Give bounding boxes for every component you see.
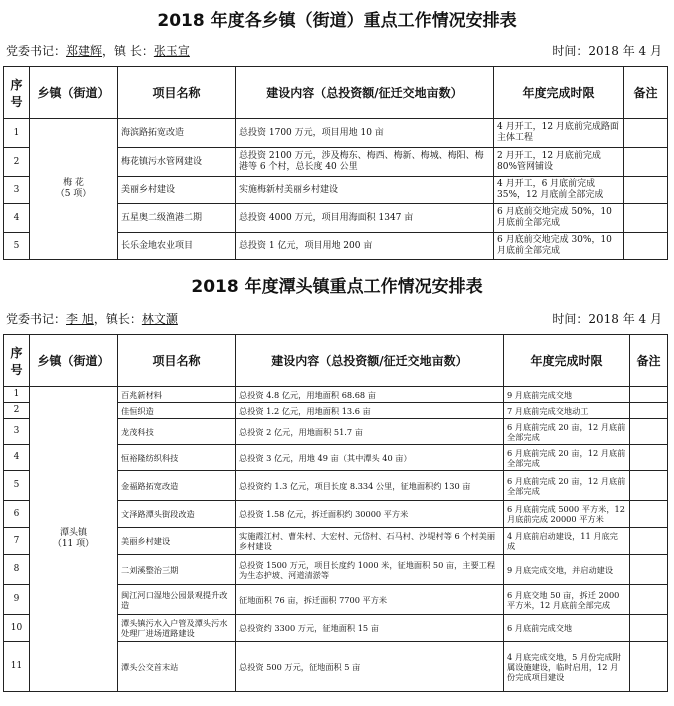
row-number: 2 [4, 148, 30, 177]
completion-deadline: 6 月底交地 50 亩，拆迁 2000 平方米，12 月底前全部完成 [504, 585, 630, 615]
project-name: 龙茂科技 [118, 419, 236, 445]
header-town: 乡镇（街道） [30, 335, 118, 387]
secretary-name: 郑建辉 [66, 44, 103, 58]
table2 [3, 334, 668, 692]
completion-deadline: 6 月底前完成 5000 平方米，12 月底前完成 20000 平方米 [504, 501, 630, 528]
remarks-cell [630, 471, 668, 501]
row-number: 1 [4, 387, 30, 403]
row-number: 1 [4, 119, 30, 148]
row-number: 3 [4, 419, 30, 445]
header-deadline: 年度完成时限 [504, 335, 630, 387]
table1 [3, 66, 668, 260]
row-number: 5 [4, 233, 30, 260]
completion-deadline: 6 月底前交地完成 50%，10 月底前全部完成 [494, 204, 624, 233]
header-number: 序号 [4, 335, 30, 387]
secretary-label: 党委书记： [6, 44, 67, 58]
remarks-cell [630, 501, 668, 528]
header-remarks: 备注 [630, 335, 668, 387]
project-name: 梅花镇污水管网建设 [118, 148, 236, 177]
completion-deadline: 4 月底前启动建设，11 月底完成 [504, 528, 630, 555]
project-name: 海滨路拓宽改造 [118, 119, 236, 148]
remarks-cell [630, 585, 668, 615]
row-number: 5 [4, 471, 30, 501]
construction-content: 征地面积 76 亩，拆迁面积 7700 平方米 [236, 585, 504, 615]
header-deadline: 年度完成时限 [494, 67, 624, 119]
mayor-name: 林文灏 [141, 312, 178, 326]
project-name: 潭头镇污水入户管及潭头污水处理厂进场道路建设 [118, 615, 236, 642]
completion-deadline: 6 月底前交地完成 30%，10 月底前全部完成 [494, 233, 624, 260]
project-name: 恒裕隆纺织科技 [118, 445, 236, 471]
construction-content: 总投资 1.58 亿元，拆迁面积约 30000 平方米 [236, 501, 504, 528]
table1-title: 2018 年度各乡镇（街道）重点工作情况安排表 [157, 11, 517, 31]
remarks-cell [624, 119, 668, 148]
remarks-cell [624, 177, 668, 204]
construction-content: 实施霞江村、曹朱村、大宏村、元岱村、石马村、沙堤村等 6 个村美丽乡村建设 [236, 528, 504, 555]
construction-content: 总投资 1700 万元，项目用地 10 亩 [236, 119, 494, 148]
header-town: 乡镇（街道） [30, 67, 118, 119]
row-number: 2 [4, 403, 30, 419]
row-number: 4 [4, 445, 30, 471]
construction-content: 总投资 1 亿元，项目用地 200 亩 [236, 233, 494, 260]
row-number: 4 [4, 204, 30, 233]
table-row [4, 119, 668, 148]
header-content: 建设内容（总投资额/征迁交地亩数） [236, 335, 504, 387]
project-name: 长乐金地农业项目 [118, 233, 236, 260]
construction-content: 总投资 1.2 亿元，用地面积 13.6 亩 [236, 403, 504, 419]
mayor-name: 张玉宣 [153, 44, 190, 58]
report-time: 时间：2018 年 4 月 [552, 44, 662, 58]
construction-content: 总投资 4.8 亿元，用地面积 68.68 亩 [236, 387, 504, 403]
remarks-cell [630, 387, 668, 403]
header-number: 序号 [4, 67, 30, 119]
remarks-cell [630, 403, 668, 419]
project-name: 闽江河口湿地公园景观提升改造 [118, 585, 236, 615]
completion-deadline: 2 月开工，12 月底前完成 80%管网铺设 [494, 148, 624, 177]
completion-deadline: 9 月底完成交地，并启动建设 [504, 555, 630, 585]
remarks-cell [630, 419, 668, 445]
remarks-cell [630, 445, 668, 471]
remarks-cell [624, 233, 668, 260]
project-name: 美丽乡村建设 [118, 528, 236, 555]
construction-content: 总投资 500 万元，征地面积 5 亩 [236, 642, 504, 692]
completion-deadline: 4 月底完成交地，5 月份完成附属设施建设，临时启用，12 月份完成项目建设 [504, 642, 630, 692]
mayor-label: ，镇 长： [102, 44, 154, 58]
row-number: 9 [4, 585, 30, 615]
mayor-label: ，镇长： [93, 312, 142, 326]
completion-deadline: 4 月开工，12 月底前完成路面主体工程 [494, 119, 624, 148]
town-cell [30, 387, 118, 692]
table1-meta [6, 42, 662, 59]
town-project-count: （11 项） [52, 539, 95, 549]
row-number: 3 [4, 177, 30, 204]
construction-content: 总投资 4000 万元，项目用海面积 1347 亩 [236, 204, 494, 233]
completion-deadline: 6 月底前完成 20 亩，12 月底前全部完成 [504, 471, 630, 501]
remarks-cell [630, 528, 668, 555]
construction-content: 实施梅新村美丽乡村建设 [236, 177, 494, 204]
construction-content: 总投资 2100 万元，涉及梅东、梅西、梅新、梅城、梅阳、梅港等 6 个村，总长度 40 公里 [236, 148, 494, 177]
project-name: 美丽乡村建设 [118, 177, 236, 204]
remarks-cell [630, 615, 668, 642]
row-number: 7 [4, 528, 30, 555]
town-name: 潭头镇 [59, 528, 87, 538]
secretary-name: 李 旭 [66, 312, 94, 326]
remarks-cell [630, 555, 668, 585]
remarks-cell [630, 642, 668, 692]
project-name: 佳恒织造 [118, 403, 236, 419]
project-name: 二刘溪整治三期 [118, 555, 236, 585]
remarks-cell [624, 204, 668, 233]
header-project: 项目名称 [118, 67, 236, 119]
report-time: 时间：2018 年 4 月 [552, 312, 662, 326]
construction-content: 总投资约 3300 万元，征地面积 15 亩 [236, 615, 504, 642]
row-number: 10 [4, 615, 30, 642]
table2-meta [6, 310, 662, 327]
row-number: 6 [4, 501, 30, 528]
remarks-cell [624, 148, 668, 177]
town-cell [30, 119, 118, 260]
completion-deadline: 6 月底前完成交地 [504, 615, 630, 642]
completion-deadline: 9 月底前完成交地 [504, 387, 630, 403]
table2-title: 2018 年度潭头镇重点工作情况安排表 [191, 277, 483, 297]
project-name: 潭头公交首末站 [118, 642, 236, 692]
project-name: 百兆新材料 [118, 387, 236, 403]
table-row [4, 387, 668, 403]
row-number: 8 [4, 555, 30, 585]
construction-content: 总投资 2 亿元，用地面积 51.7 亩 [236, 419, 504, 445]
header-project: 项目名称 [118, 335, 236, 387]
construction-content: 总投资 3 亿元，用地 49 亩（其中潭头 40 亩） [236, 445, 504, 471]
header-remarks: 备注 [624, 67, 668, 119]
town-name: 梅 花 [63, 178, 84, 188]
header-content: 建设内容（总投资额/征迁交地亩数） [236, 67, 494, 119]
completion-deadline: 6 月底前完成 20 亩，12 月底前全部完成 [504, 419, 630, 445]
construction-content: 总投资 1500 万元，项目长度约 1000 米，征地面积 50 亩，主要工程为生态护坡、河道清淤等 [236, 555, 504, 585]
construction-content: 总投资约 1.3 亿元，项目长度 8.334 公里，征地面积约 130 亩 [236, 471, 504, 501]
completion-deadline: 6 月底前完成 20 亩，12 月底前全部完成 [504, 445, 630, 471]
project-name: 金福路拓宽改造 [118, 471, 236, 501]
project-name: 五星奥二级渔港二期 [118, 204, 236, 233]
secretary-label: 党委书记： [6, 312, 67, 326]
completion-deadline: 7 月底前完成交地动工 [504, 403, 630, 419]
town-project-count: （5 项） [55, 189, 92, 199]
project-name: 文泽路潭头街段改造 [118, 501, 236, 528]
completion-deadline: 4 月开工，6 月底前完成 35%，12 月底前全部完成 [494, 177, 624, 204]
row-number: 11 [4, 642, 30, 692]
